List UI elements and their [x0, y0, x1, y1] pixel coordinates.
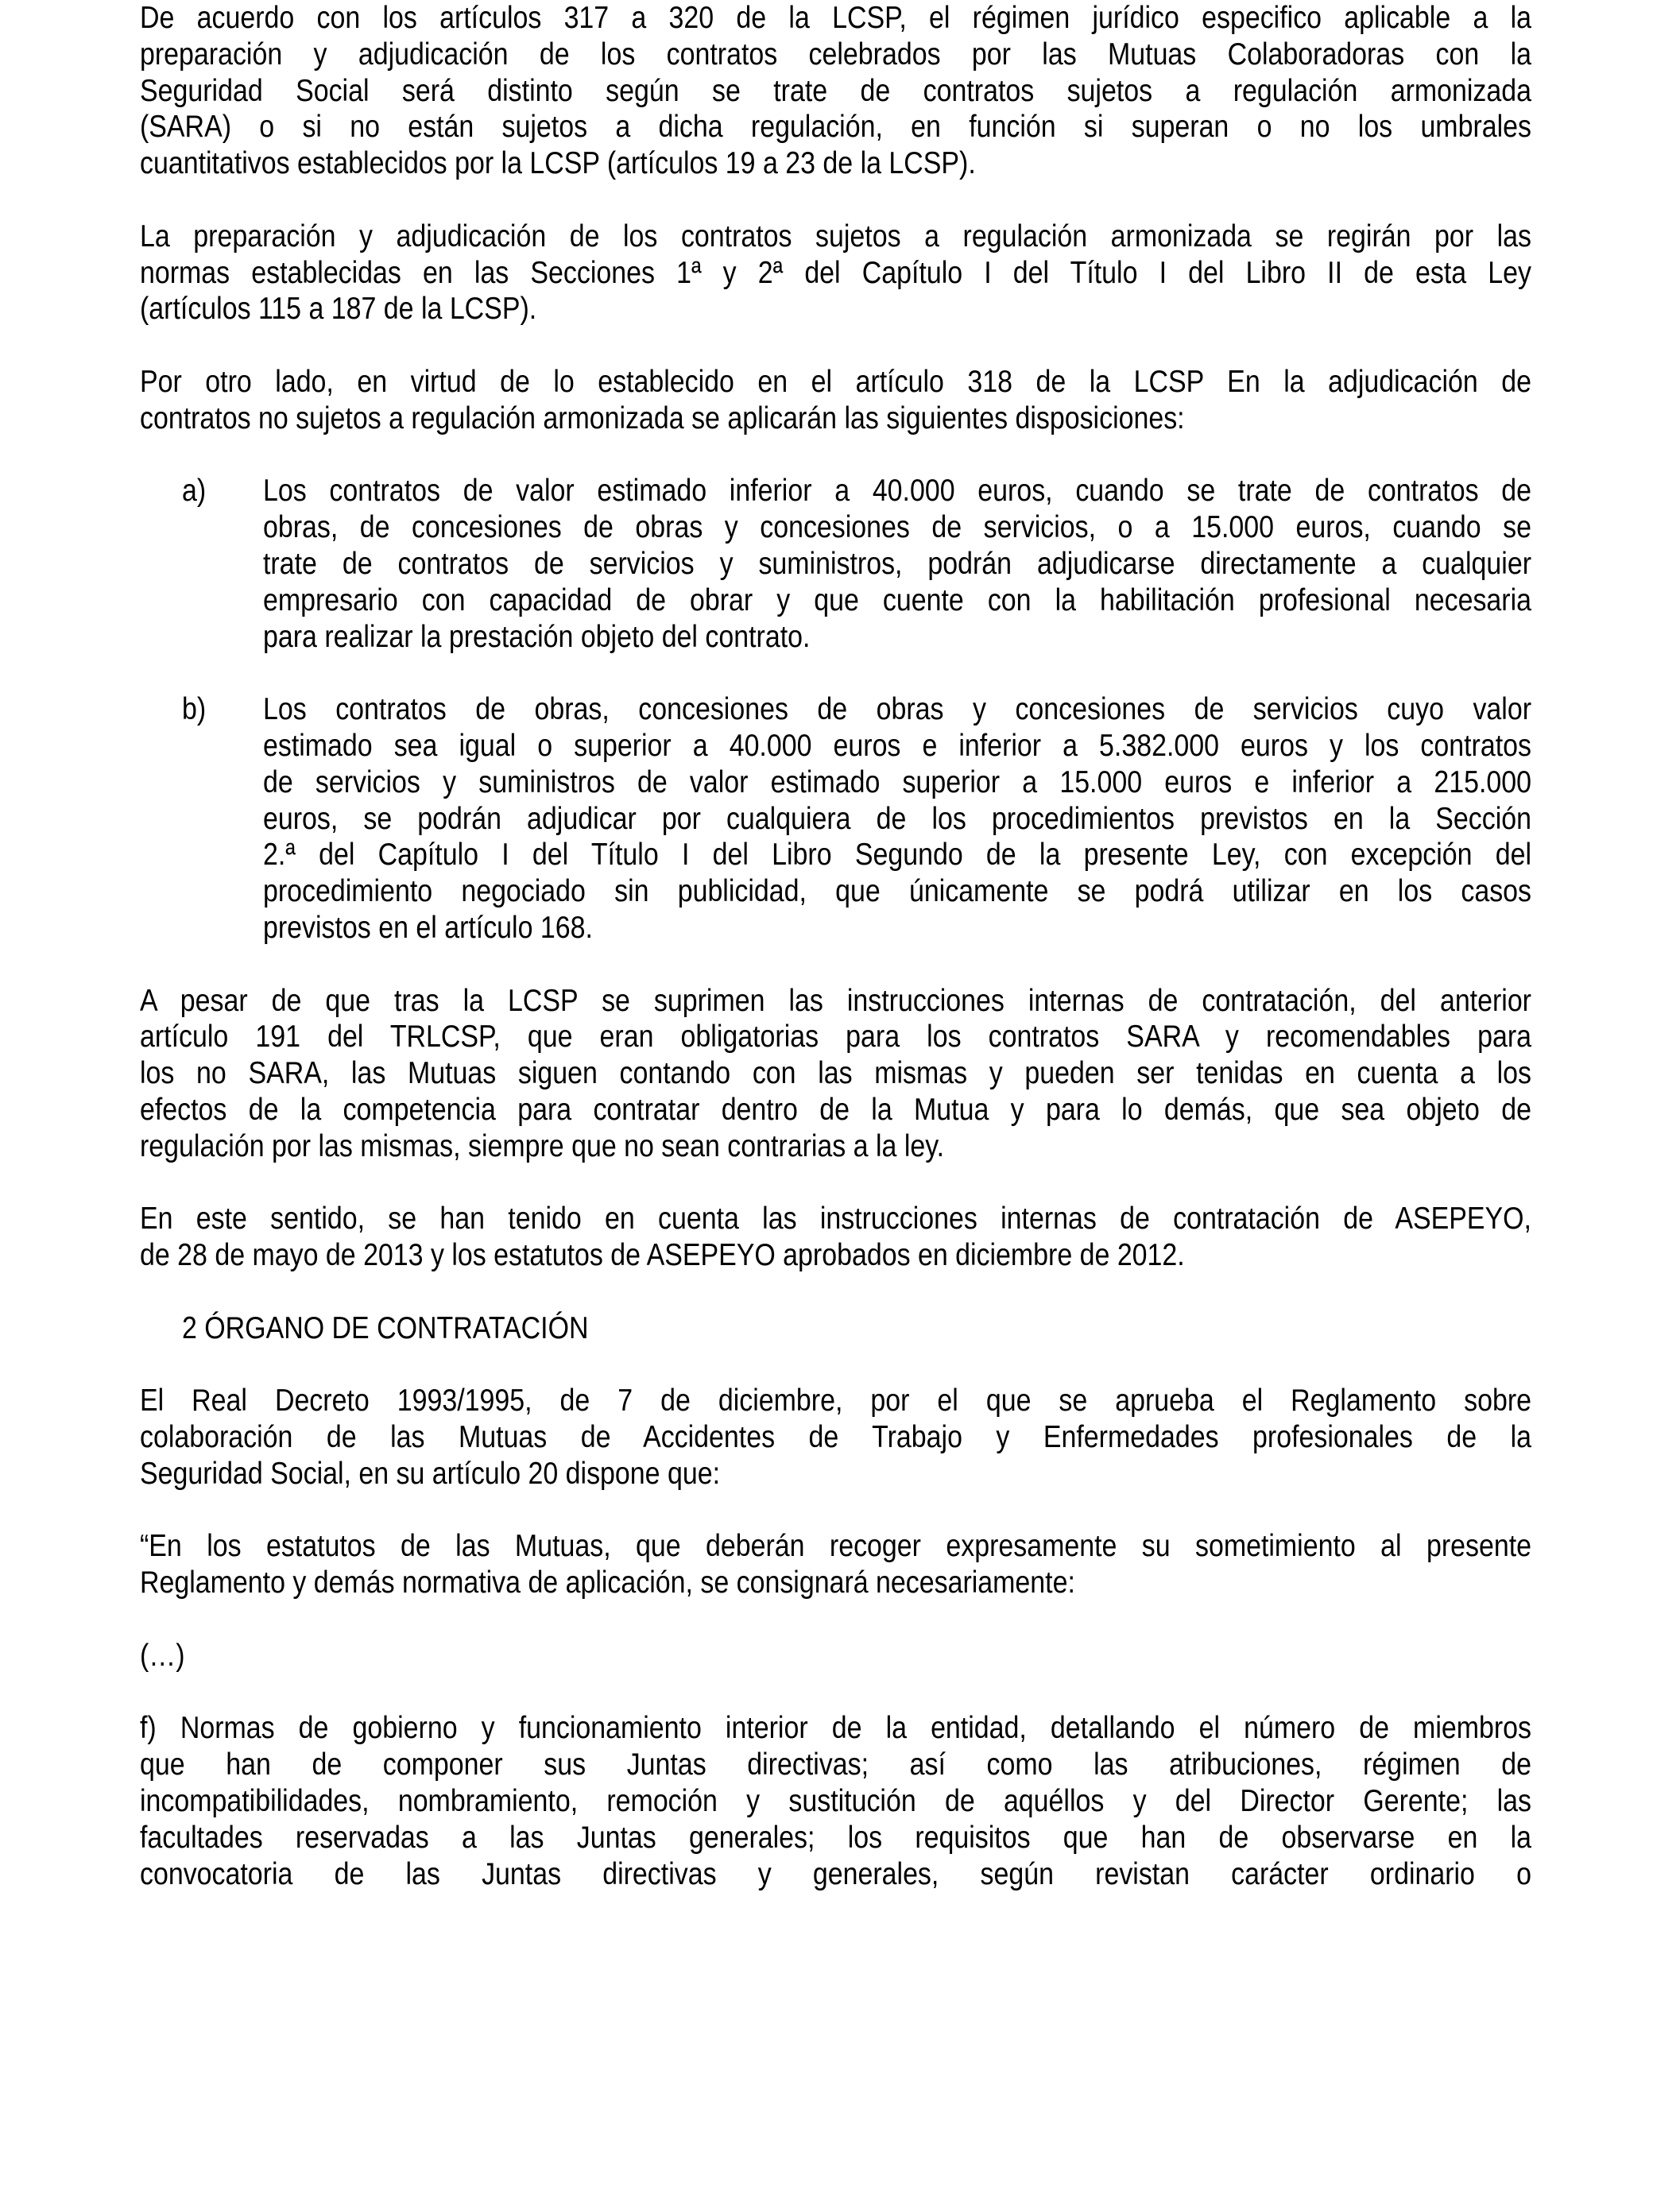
text-line: Reglamento y demás normativa de aplicación, se consignará necesariamente: — [140, 1565, 1075, 1600]
text-line: trate de contratos de servicios y suministros, podrán adjudicarse directamente a cualquier — [262, 546, 1531, 581]
text-line: colaboración de las Mutuas de Accidentes de Trabajo y Enfermedades profesionales de la — [140, 1420, 1531, 1455]
text-line: de 28 de mayo de 2013 y los estatutos de ASEPEYO aprobados en diciembre de 2012. — [140, 1238, 1185, 1273]
text-line: f) Normas de gobierno y funcionamiento interior de la entidad, detallando el número de miembros — [140, 1711, 1531, 1746]
text-line: 2.ª del Capítulo I del Título I del Libro Segundo de la presente Ley, con excepción del — [262, 838, 1531, 873]
text-line: efectos de la competencia para contratar dentro de la Mutua y para lo demás, que sea objeto de — [140, 1092, 1531, 1127]
paragraph — [140, 1528, 1531, 1601]
text-line: normas establecidas en las Secciones 1ª y 2ª del Capítulo I del Título I del Libro II de esta Ley — [140, 255, 1531, 290]
paragraph — [140, 1710, 1531, 1892]
paragraph — [140, 219, 1531, 327]
text-line: (SARA) o si no están sujetos a dicha regulación, en función si superan o no los umbrales — [140, 110, 1531, 145]
list-item — [140, 691, 1531, 946]
text-line: convocatoria de las Juntas directivas y generales, según revistan carácter ordinario o — [140, 1856, 1531, 1891]
text-line: De acuerdo con los artículos 317 a 320 de la LCSP, el régimen jurídico especifico aplicable a la — [140, 1, 1531, 35]
paragraph — [140, 1383, 1531, 1492]
text-line: euros, se podrán adjudicar por cualquiera de los procedimientos previstos en la Sección — [262, 801, 1531, 836]
text-line: que han de componer sus Juntas directivas; así como las atribuciones, régimen de — [140, 1747, 1531, 1782]
text-line: para realizar la prestación objeto del contrato. — [262, 619, 811, 654]
list-item-label: b) — [181, 692, 207, 727]
list-item-label: a) — [181, 474, 207, 509]
text-line: estimado sea igual o superior a 40.000 euros e inferior a 5.382.000 euros y los contratos — [262, 728, 1531, 763]
text-line: regulación por las mismas, siempre que no sean contrarias a la ley. — [140, 1128, 945, 1163]
text-line: Por otro lado, en virtud de lo establecido en el artículo 318 de la LCSP En la adjudicación de — [140, 364, 1531, 399]
paragraph — [140, 983, 1531, 1165]
text-line: los no SARA, las Mutuas siguen contando con las mismas y pueden ser tenidas en cuenta a los — [140, 1056, 1531, 1091]
text-line: contratos no sujetos a regulación armonizada se aplicarán las siguientes disposiciones: — [140, 401, 1185, 435]
paragraph — [140, 1201, 1531, 1274]
text-line: A pesar de que tras la LCSP se suprimen las instrucciones internas de contratación, del anterior — [140, 983, 1531, 1018]
text-line: Los contratos de valor estimado inferior a 40.000 euros, cuando se trate de contratos de — [262, 474, 1531, 509]
text-line: El Real Decreto 1993/1995, de 7 de diciembre, por el que se aprueba el Reglamento sobre — [140, 1384, 1531, 1418]
paragraph — [140, 364, 1531, 437]
text-line: Seguridad Social será distinto según se trate de contratos sujetos a regulación armonizada — [140, 73, 1531, 108]
text-line: (…) — [140, 1638, 185, 1673]
text-line: preparación y adjudicación de los contratos celebrados por las Mutuas Colaboradoras con la — [140, 37, 1531, 72]
text-line: cuantitativos establecidos por la LCSP (artículos 19 a 23 de la LCSP). — [140, 146, 976, 181]
text-line: Seguridad Social, en su artículo 20 dispone que: — [140, 1456, 720, 1491]
paragraph — [140, 1638, 1531, 1674]
text-line: Los contratos de obras, concesiones de obras y concesiones de servicios cuyo valor — [262, 692, 1531, 727]
text-line: obras, de concesiones de obras y concesiones de servicios, o a 15.000 euros, cuando se — [262, 510, 1531, 545]
text-line: “En los estatutos de las Mutuas, que deberán recoger expresamente su sometimiento al presente — [140, 1529, 1531, 1564]
text-line: previstos en el artículo 168. — [262, 910, 593, 945]
text-line: (artículos 115 a 187 de la LCSP). — [140, 292, 537, 327]
text-line: procedimiento negociado sin publicidad, que únicamente se podrá utilizar en los casos — [262, 874, 1531, 909]
text-line: empresario con capacidad de obrar y que cuente con la habilitación profesional necesaria — [262, 582, 1531, 617]
text-line: de servicios y suministros de valor estimado superior a 15.000 euros e inferior a 215.000 — [262, 764, 1531, 799]
section-heading: 2 ÓRGANO DE CONTRATACIÓN — [181, 1310, 589, 1345]
text-line: incompatibilidades, nombramiento, remoción y sustitución de aquéllos y del Director Gerente; las — [140, 1784, 1531, 1819]
text-line: artículo 191 del TRLCSP, que eran obligatorias para los contratos SARA y recomendables para — [140, 1020, 1531, 1055]
document-page — [140, 0, 1531, 1929]
list-item — [140, 473, 1531, 655]
paragraph — [140, 0, 1531, 182]
text-line: En este sentido, se han tenido en cuenta las instrucciones internas de contratación de ASEPEYO, — [140, 1202, 1531, 1237]
text-line: La preparación y adjudicación de los contratos sujetos a regulación armonizada se regirán por las — [140, 219, 1531, 253]
text-line: facultades reservadas a las Juntas generales; los requisitos que han de observarse en la — [140, 1820, 1531, 1855]
